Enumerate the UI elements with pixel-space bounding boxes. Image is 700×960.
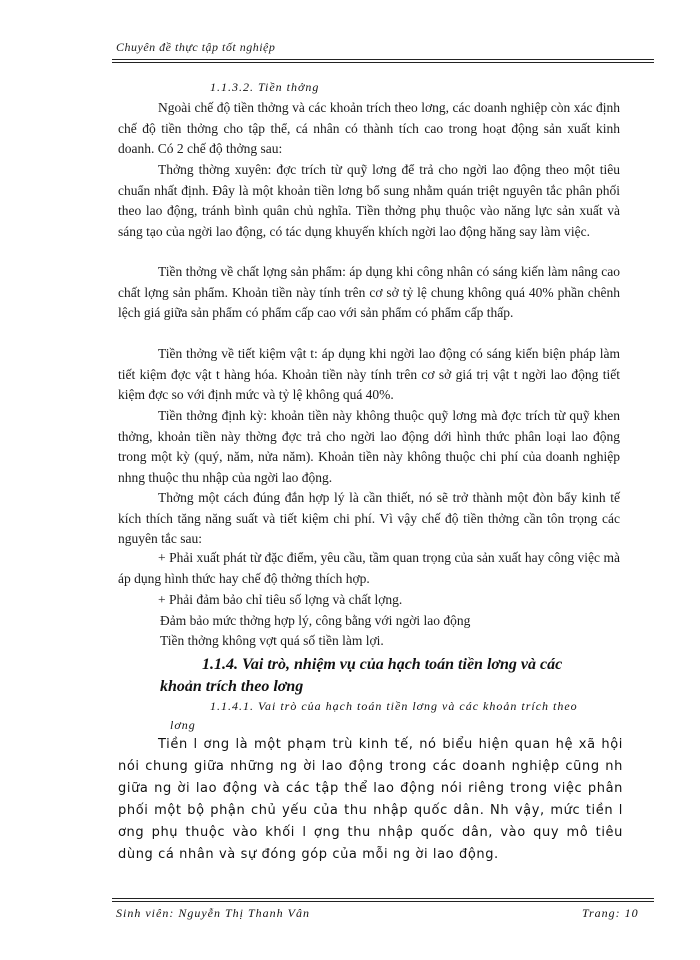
header-rule-thin bbox=[112, 62, 654, 63]
text-line: Tiền thởng không vợt quá số tiền làm lợi. bbox=[160, 633, 384, 648]
header-rule bbox=[112, 59, 654, 60]
paragraph-text: Thởng thờng xuyên: đợc trích từ quỹ lơng để trả cho ngời lao động theo một tiêu chuẩn nhất định. Đây là một khoản tiền lơng bổ sung nhằm quán triệt nguyên tắc phân phối theo lao động, tránh bình quân chủ nghĩa. Tiền thởng phụ thuộc vào năng lực sản xuất và sáng tạo của ngời lao động, có tác dụng khuyến khích ngời lao động hăng say làm việc. bbox=[118, 162, 620, 239]
bullet-text: + Phải xuất phát từ đặc điểm, yêu cầu, tầm quan trọng của sản xuất hay công việc mà áp dụng hình thức hay chế độ thởng thích hợp. bbox=[118, 550, 620, 586]
footer-student: Sinh viên: Nguyễn Thị Thanh Vân bbox=[116, 906, 310, 920]
text-line: Đảm bảo mức thởng hợp lý, công bằng với ngời lao động bbox=[160, 613, 471, 628]
subsection-heading-line1: 1.1.4.1. Vai trò của hạch toán tiền lơng và các khoản trích theo bbox=[210, 699, 578, 713]
footer-page-number: Trang: 10 bbox=[582, 906, 639, 920]
sub-heading: 1.1.3.2. Tiền thởng bbox=[210, 80, 320, 94]
bullet-text: + Phải đảm bảo chỉ tiêu số lợng và chất lợng. bbox=[158, 592, 403, 607]
section-heading-line2: khoản trích theo lơng bbox=[160, 678, 304, 695]
paragraph-quality-bonus bbox=[118, 262, 620, 324]
page-header-title: Chuyên đề thực tập tốt nghiệp bbox=[116, 40, 276, 54]
paragraph-text: Tiền thởng về chất lợng sản phẩm: áp dụng khi công nhân có sáng kiến làm nâng cao chất lợng sản phẩm. Khoản tiền này tính trên cơ sở tỷ lệ chung không quá 40% phần chênh lệch giá giữa sản phẩm có phẩm cấp cao với sản phẩm có phẩm cấp thấp. bbox=[118, 264, 620, 320]
bullet-item bbox=[118, 590, 620, 611]
intro-text: Ngoài chế độ tiền thởng và các khoản trích theo lơng, các doanh nghiệp còn xác định chế độ tiền thởng cho tập thể, cá nhân có thành tích cao trong hoạt động sản xuất kinh doanh. Có 2 chế độ thởng sau: bbox=[118, 100, 620, 156]
section-heading-line1: 1.1.4. Vai trò, nhiệm vụ của hạch toán tiền lơng và các bbox=[202, 656, 563, 673]
paragraph-periodic-bonus bbox=[118, 406, 620, 488]
paragraph-text: Thởng một cách đúng đắn hợp lý là cần thiết, nó sẽ trở thành một đòn bẩy kinh tế kích thích tăng năng suất và tiết kiệm chi phí. Vì vậy chế độ tiền thởng cần tôn trọng các nguyên tắc sau: bbox=[118, 490, 620, 546]
paragraph-text: Tiền l ơng là một phạm trù kinh tế, nó biểu hiện quan hệ xã hội nói chung giữa những ng ời lao động trong các doanh nghiệp cũng nh giữa ng ời lao động và các tập thể lao động nói riêng trong việc phân phối một bộ phận chủ yếu của thu nhập quốc dân. Nh vậy, mức tiền l ơng phụ thuộc vào khối l ợng thu nhập quốc dân, vào quy mô tiêu dùng cá nhân và sự đóng góp của mỗi ng ời lao động. bbox=[118, 737, 623, 862]
paragraph-principles bbox=[118, 488, 620, 550]
bullet-item bbox=[118, 548, 620, 589]
final-paragraph bbox=[118, 734, 623, 866]
paragraph-text: Tiền thởng về tiết kiệm vật t: áp dụng khi ngời lao động có sáng kiến biện pháp làm tiết kiệm đợc vật t hàng hóa. Khoản tiền này tính trên cơ sở giá trị vật t ngời lao động tiết kiệm đợc so với định mức và tỷ lệ không quá 40%. bbox=[118, 346, 620, 402]
footer-rule bbox=[112, 898, 654, 899]
paragraph-material-bonus bbox=[118, 344, 620, 406]
paragraph-regular-bonus bbox=[118, 160, 620, 242]
paragraph-text: Tiền thởng định kỳ: khoản tiền này không thuộc quỹ lơng mà đợc trích từ quỹ khen thởng, khoản tiền này thờng đợc trả cho ngời lao động dới hình thức phân loại lao động trong một kỳ (quý, năm, nửa năm). Khoản tiền này không thuộc chi phí của doanh nghiệp nhng thuộc thu nhập của ngời lao động. bbox=[118, 408, 620, 485]
subsection-heading-line2: lơng bbox=[170, 718, 196, 732]
footer-rule-thin bbox=[112, 901, 654, 902]
intro-paragraph bbox=[118, 98, 620, 160]
